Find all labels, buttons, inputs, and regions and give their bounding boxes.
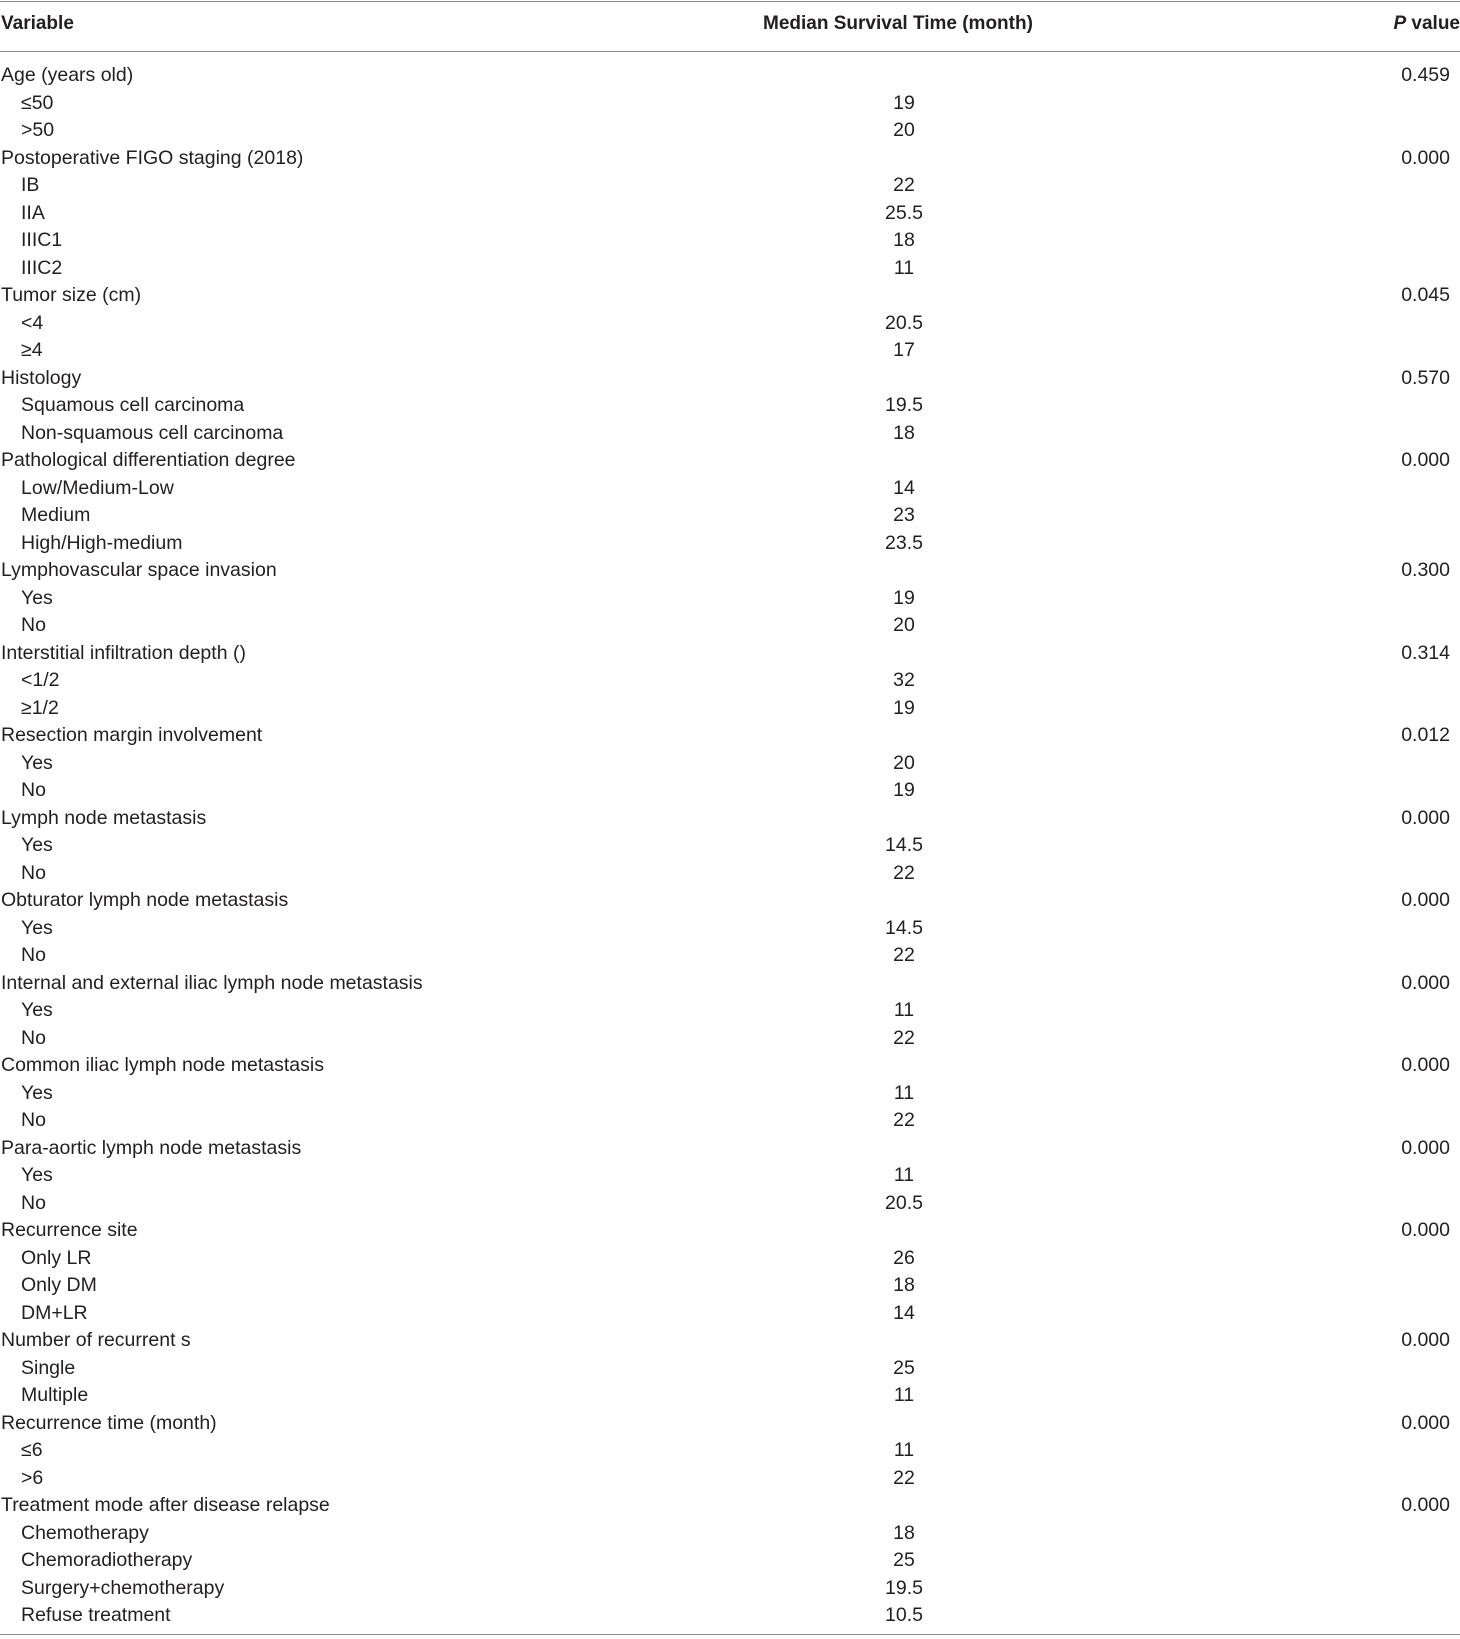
cell-variable: Medium	[21, 504, 91, 526]
cell-median-survival: 22	[893, 861, 915, 884]
cell-variable: <4	[21, 311, 44, 334]
table-row-variable	[0, 970, 1460, 998]
cell-median-survival: 14.5	[885, 916, 923, 939]
cell-variable: Interstitial infiltration depth ()	[1, 641, 246, 664]
cell-variable: Pathological differentiation degree	[1, 449, 296, 471]
cell-variable: Only DM	[21, 1274, 97, 1296]
table-row-variable	[0, 1492, 1460, 1520]
cell-median-survival: 20	[893, 751, 915, 774]
table-row-subcategory	[0, 310, 1460, 338]
cell-variable: Yes	[21, 834, 53, 856]
cell-median-survival: 10.5	[885, 1604, 923, 1626]
cell-median-survival: 22	[893, 1026, 915, 1049]
cell-median-survival: 14.5	[885, 834, 923, 856]
cell-p-value: 0.045	[1401, 284, 1450, 306]
cell-p-value: 0.459	[1401, 64, 1450, 86]
header-p-value	[1393, 13, 1460, 35]
table-row-subcategory	[0, 1300, 1460, 1328]
table-body	[0, 62, 1460, 1630]
cell-median-survival: 19.5	[885, 394, 923, 416]
cell-variable: Only LR	[21, 1246, 92, 1269]
cell-variable: Chemotherapy	[21, 1521, 149, 1544]
cell-variable: High/High-medium	[21, 531, 183, 554]
cell-median-survival: 26	[893, 1246, 915, 1269]
table-row-subcategory	[0, 1025, 1460, 1053]
table-row-variable	[0, 365, 1460, 393]
table-row-subcategory	[0, 1437, 1460, 1465]
cell-median-survival: 25	[893, 1549, 915, 1571]
cell-variable: IIA	[21, 201, 45, 224]
table-row-variable	[0, 145, 1460, 173]
cell-median-survival: 25	[893, 1356, 915, 1379]
table-row-subcategory	[0, 860, 1460, 888]
cell-median-survival: 11	[893, 1081, 915, 1104]
cell-variable: Yes	[21, 586, 53, 609]
table-row-variable	[0, 1052, 1460, 1080]
cell-median-survival: 22	[893, 174, 915, 196]
table-header	[0, 0, 1460, 51]
cell-variable: No	[21, 614, 46, 636]
table-row-subcategory	[0, 200, 1460, 228]
cell-median-survival: 19.5	[885, 1576, 923, 1599]
cell-p-value: 0.570	[1401, 366, 1450, 389]
table-header-rule	[0, 51, 1460, 52]
table-row-subcategory	[0, 255, 1460, 283]
cell-variable: No	[21, 944, 46, 966]
cell-variable: Yes	[21, 751, 53, 774]
cell-median-survival: 11	[893, 1164, 915, 1186]
cell-median-survival: 14	[893, 1301, 915, 1324]
table-row-subcategory	[0, 612, 1460, 640]
table-row-variable	[0, 805, 1460, 833]
table-row-subcategory	[0, 1245, 1460, 1273]
header-variable: Variable	[1, 13, 74, 34]
cell-p-value: 0.000	[1401, 449, 1450, 471]
header-median-survival: Median Survival Time (month)	[763, 13, 1033, 34]
cell-variable: No	[21, 861, 46, 884]
cell-median-survival: 11	[893, 1384, 915, 1406]
cell-variable: No	[21, 779, 46, 801]
cell-variable: <1/2	[21, 669, 60, 691]
cell-p-value: 0.000	[1401, 1136, 1450, 1159]
cell-variable: Squamous cell carcinoma	[21, 394, 245, 416]
table-row-subcategory	[0, 1602, 1460, 1630]
cell-median-survival: 19	[893, 696, 915, 719]
cell-variable: IIIC1	[21, 229, 63, 251]
cell-variable: Tumor size (cm)	[1, 284, 142, 306]
cell-variable: Refuse treatment	[21, 1604, 171, 1626]
cell-variable: ≥4	[21, 339, 43, 361]
table-row-subcategory	[0, 1272, 1460, 1300]
cell-median-survival: 23.5	[885, 531, 923, 554]
cell-median-survival: 19	[893, 779, 915, 801]
table-row-subcategory	[0, 997, 1460, 1025]
cell-variable: Low/Medium-Low	[21, 476, 174, 499]
table-bottom-rule	[0, 1634, 1460, 1635]
table-row-subcategory	[0, 392, 1460, 420]
cell-median-survival: 22	[893, 944, 915, 966]
cell-variable: >6	[21, 1466, 44, 1489]
cell-p-value: 0.000	[1401, 1329, 1450, 1351]
cell-p-value: 0.314	[1401, 641, 1450, 664]
cell-p-value: 0.000	[1401, 1219, 1450, 1241]
table-row-subcategory	[0, 1382, 1460, 1410]
table-row-subcategory	[0, 1162, 1460, 1190]
table-row-subcategory	[0, 777, 1460, 805]
table-row-subcategory	[0, 695, 1460, 723]
table-row-subcategory	[0, 1465, 1460, 1493]
cell-p-value: 0.000	[1401, 971, 1450, 994]
cell-median-survival: 19	[893, 586, 915, 609]
cell-variable: Multiple	[21, 1384, 89, 1406]
cell-variable: Treatment mode after disease relapse	[1, 1494, 330, 1516]
table-row-subcategory	[0, 1547, 1460, 1575]
cell-median-survival: 20	[893, 614, 915, 636]
table-row-subcategory	[0, 502, 1460, 530]
table-row-variable	[0, 1410, 1460, 1438]
cell-median-survival: 18	[893, 421, 915, 444]
cell-median-survival: 11	[893, 256, 915, 279]
cell-median-survival: 22	[893, 1466, 915, 1489]
cell-variable: Para-aortic lymph node metastasis	[1, 1136, 302, 1159]
cell-variable: No	[21, 1026, 46, 1049]
cell-variable: Lymphovascular space invasion	[1, 559, 277, 581]
table-row-variable	[0, 722, 1460, 750]
cell-variable: DM+LR	[21, 1301, 88, 1324]
table-row-variable	[0, 447, 1460, 475]
cell-p-value: 0.012	[1401, 724, 1450, 746]
header-p-letter: P	[1393, 13, 1407, 34]
table-row-subcategory	[0, 1190, 1460, 1218]
table-row-subcategory	[0, 475, 1460, 503]
cell-median-survival: 25.5	[885, 201, 923, 224]
cell-p-value: 0.300	[1401, 559, 1450, 581]
table-row-subcategory	[0, 530, 1460, 558]
table-row-variable	[0, 557, 1460, 585]
cell-p-value: 0.000	[1401, 1054, 1450, 1076]
table-row-subcategory	[0, 1355, 1460, 1383]
cell-variable: Resection margin involvement	[1, 724, 263, 746]
cell-p-value: 0.000	[1401, 1411, 1450, 1434]
cell-variable: ≤50	[21, 91, 54, 114]
cell-median-survival: 14	[893, 476, 915, 499]
cell-variable: Recurrence site	[1, 1219, 138, 1241]
table-row-subcategory	[0, 337, 1460, 365]
cell-median-survival: 20.5	[885, 311, 923, 334]
table-row-variable	[0, 1217, 1460, 1245]
cell-p-value: 0.000	[1401, 1494, 1450, 1516]
cell-variable: No	[21, 1191, 46, 1214]
table-row-subcategory	[0, 1575, 1460, 1603]
table-row-variable	[0, 887, 1460, 915]
table-row-subcategory	[0, 420, 1460, 448]
cell-median-survival: 18	[893, 1521, 915, 1544]
header-p-suffix: value	[1406, 13, 1460, 34]
table-row-variable	[0, 640, 1460, 668]
cell-variable: Lymph node metastasis	[1, 806, 207, 829]
cell-variable: Yes	[21, 916, 53, 939]
cell-variable: >50	[21, 119, 55, 141]
cell-p-value: 0.000	[1401, 889, 1450, 911]
table-row-subcategory	[0, 117, 1460, 145]
cell-variable: Common iliac lymph node metastasis	[1, 1054, 324, 1076]
cell-variable: Histology	[1, 366, 82, 389]
cell-median-survival: 18	[893, 229, 915, 251]
cell-variable: Internal and external iliac lymph node metastasis	[1, 971, 423, 994]
cell-variable: Single	[21, 1356, 76, 1379]
cell-variable: Yes	[21, 1164, 53, 1186]
cell-median-survival: 32	[893, 669, 915, 691]
table-row-subcategory	[0, 667, 1460, 695]
cell-variable: Yes	[21, 999, 53, 1021]
table-row-variable	[0, 1135, 1460, 1163]
table-row-subcategory	[0, 227, 1460, 255]
cell-median-survival: 11	[893, 1439, 915, 1461]
cell-variable: Age (years old)	[1, 64, 134, 86]
table-row-subcategory	[0, 750, 1460, 778]
cell-variable: Postoperative FIGO staging (2018)	[1, 146, 304, 169]
cell-variable: Surgery+chemotherapy	[21, 1576, 225, 1599]
cell-variable: ≥1/2	[21, 696, 59, 719]
table-row-subcategory	[0, 915, 1460, 943]
table-row-variable	[0, 282, 1460, 310]
cell-variable: ≤6	[21, 1439, 43, 1461]
cell-variable: IB	[21, 174, 40, 196]
table-row-subcategory	[0, 942, 1460, 970]
table-row-variable	[0, 62, 1460, 90]
table-row-subcategory	[0, 1107, 1460, 1135]
cell-variable: Chemoradiotherapy	[21, 1549, 193, 1571]
table-row-variable	[0, 1327, 1460, 1355]
cell-p-value: 0.000	[1401, 806, 1450, 829]
cell-variable: IIIC2	[21, 256, 63, 279]
cell-median-survival: 11	[893, 999, 915, 1021]
cell-median-survival: 19	[893, 91, 915, 114]
cell-variable: Non-squamous cell carcinoma	[21, 421, 284, 444]
cell-median-survival: 18	[893, 1274, 915, 1296]
table-row-subcategory	[0, 832, 1460, 860]
cell-median-survival: 20	[893, 119, 915, 141]
cell-variable: Number of recurrent s	[1, 1329, 191, 1351]
table-row-subcategory	[0, 90, 1460, 118]
cell-variable: Obturator lymph node metastasis	[1, 889, 289, 911]
table-row-subcategory	[0, 1520, 1460, 1548]
table-row-subcategory	[0, 585, 1460, 613]
cell-median-survival: 23	[893, 504, 915, 526]
cell-median-survival: 20.5	[885, 1191, 923, 1214]
cell-variable: No	[21, 1109, 46, 1131]
table-row-subcategory	[0, 172, 1460, 200]
table-row-subcategory	[0, 1080, 1460, 1108]
cell-median-survival: 22	[893, 1109, 915, 1131]
cell-median-survival: 17	[893, 339, 915, 361]
cell-variable: Yes	[21, 1081, 53, 1104]
cell-variable: Recurrence time (month)	[1, 1411, 217, 1434]
cell-p-value: 0.000	[1401, 146, 1450, 169]
